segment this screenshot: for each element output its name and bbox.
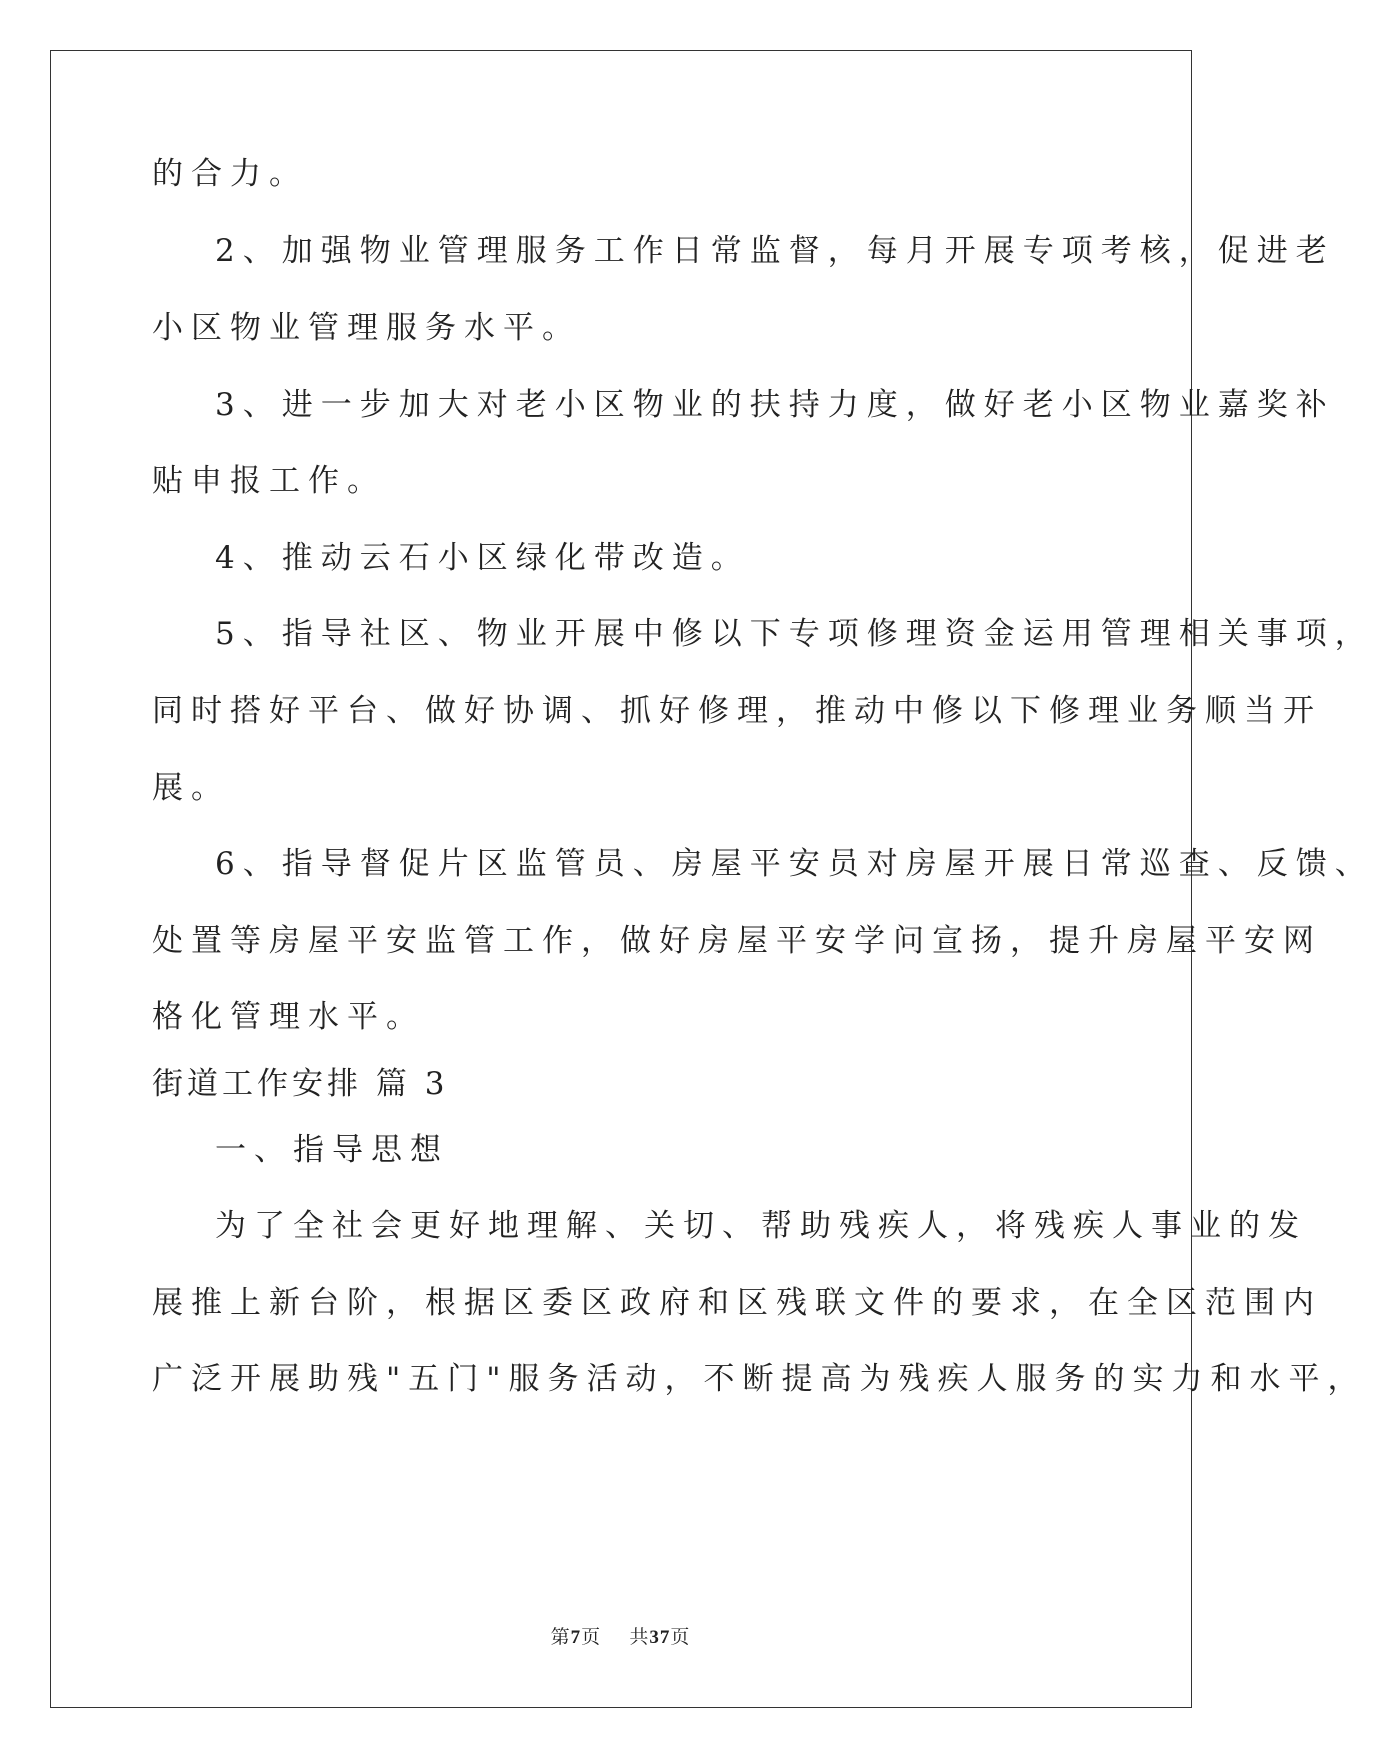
paragraph-line: 6、指导督促片区监管员、房屋平安员对房屋开展日常巡查、反馈、	[215, 846, 1374, 882]
paragraph-line: 4、推动云石小区绿化带改造。	[215, 540, 750, 576]
paragraph-line: 广泛开展助残"五门"服务活动，不断提高为残疾人服务的实力和水平，	[152, 1361, 1367, 1397]
total-suffix: 页	[670, 1626, 691, 1648]
page-prefix: 第	[550, 1626, 571, 1648]
paragraph-line: 的合力。	[152, 156, 308, 192]
paragraph-line: 格化管理水平。	[152, 999, 425, 1035]
paragraph-line: 小区物业管理服务水平。	[152, 310, 581, 346]
total-prefix: 共	[629, 1626, 650, 1648]
paragraph-line: 为了全社会更好地理解、关切、帮助残疾人，将残疾人事业的发	[215, 1208, 1307, 1244]
subsection-heading: 一、指导思想	[215, 1132, 449, 1168]
paragraph-line: 处置等房屋平安监管工作，做好房屋平安学问宣扬，提升房屋平安网	[152, 923, 1322, 959]
paragraph-line: 2、加强物业管理服务工作日常监督，每月开展专项考核，促进老	[215, 233, 1335, 269]
paragraph-line: 5、指导社区、物业开展中修以下专项修理资金运用管理相关事项，	[215, 616, 1374, 652]
section-heading: 街道工作安排 篇 3	[152, 1066, 449, 1102]
paragraph-line: 贴申报工作。	[152, 463, 386, 499]
total-pages: 37	[649, 1627, 671, 1648]
paragraph-line: 同时搭好平台、做好协调、抓好修理，推动中修以下修理业务顺当开	[152, 693, 1322, 729]
page-number: 7	[570, 1627, 582, 1648]
paragraph-line: 展。	[152, 770, 230, 806]
paragraph-line: 展推上新台阶，根据区委区政府和区残联文件的要求，在全区范围内	[152, 1285, 1322, 1321]
page-suffix: 页	[581, 1626, 602, 1648]
page-footer	[0, 1622, 1241, 1649]
paragraph-line: 3、进一步加大对老小区物业的扶持力度，做好老小区物业嘉奖补	[215, 387, 1335, 423]
